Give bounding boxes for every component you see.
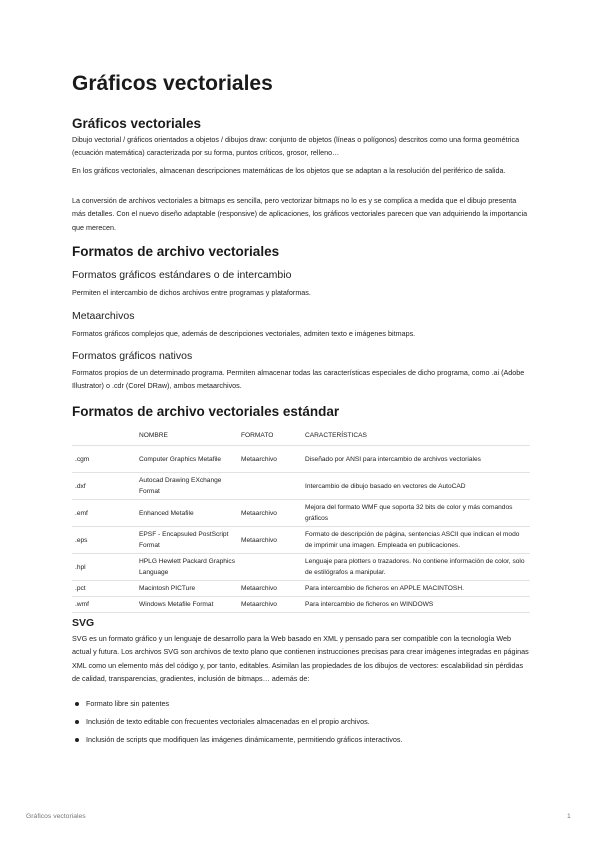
cell-nombre: HPLG Hewlett Packard Graphics Language (136, 554, 238, 581)
section-heading-formatos: Formatos de archivo vectoriales (72, 244, 280, 259)
cell-formato: Metaarchivo (238, 500, 302, 527)
cell-formato: Metaarchivo (238, 527, 302, 554)
table-row (72, 473, 530, 500)
cell-formato: Metaarchivo (238, 597, 302, 613)
formats-table (72, 426, 530, 613)
paragraph-svg: SVG es un formato gráfico y un lenguaje de desarrollo para la Web basado en XML y pensado para ser compatible con la tecnología Web actual y futura. Los archivos SVG son archivos de texto plano que contienen instrucciones precisas para crear imágenes integradas en páginas XML como un elemento más del código y, por tanto, editables. Asimilan las propiedades de los dibujos de vectores: escalabilidad sin pérdidas de calidad, transparencias, gradientes, inclusión de bitmaps… además de: (72, 634, 529, 684)
subheading-nativos: Formatos gráficos nativos (72, 350, 193, 362)
cell-caracteristicas: Intercambio de dibujo basado en vectores de AutoCAD (302, 473, 530, 500)
cell-nombre: Windows Metafile Format (136, 597, 238, 613)
table-header-row (72, 426, 530, 446)
paragraph-nativos: Formatos propios de un determinado programa. Permiten almacenar todas las características especiales de dicho programa, como .ai (Adobe Illustrator) o .cdr (Corel DRaw), ambos metaarchivos. (72, 368, 525, 391)
bullet-icon (75, 702, 79, 706)
cell-caracteristicas: Diseñado por ANSI para intercambio de archivos vectoriales (302, 446, 530, 473)
cell-nombre: Autocad Drawing EXchange Format (136, 473, 238, 500)
section-heading-graficos: Gráficos vectoriales (72, 116, 202, 131)
table-header-caracteristicas: CARACTERÍSTICAS (302, 426, 530, 446)
footer-title: Gráficos vectoriales (26, 813, 86, 820)
svg-features-list (72, 698, 530, 752)
cell-ext: .pct (72, 581, 136, 597)
list-item (72, 716, 530, 727)
subheading-metaarchivos: Metaarchivos (72, 310, 135, 322)
table-row (72, 500, 530, 527)
cell-nombre: EPSF - Encapsuled PostScript Format (136, 527, 238, 554)
cell-ext: .wmf (72, 597, 136, 613)
list-item-text: Inclusión de scripts que modifiquen las imágenes dinámicamente, permitiendo gráficos interactivos. (86, 735, 403, 744)
cell-formato: Metaarchivo (238, 446, 302, 473)
table-row (72, 597, 530, 613)
table-header-formato: FORMATO (238, 426, 302, 446)
page-number: 1 (567, 813, 571, 820)
section-heading-estandar: Formatos de archivo vectoriales estándar (72, 404, 340, 419)
table-row (72, 446, 530, 473)
table-header-ext (72, 426, 136, 446)
bullet-icon (75, 738, 79, 742)
list-item-text: Formato libre sin patentes (86, 699, 170, 708)
cell-nombre: Computer Graphics Metafile (136, 446, 238, 473)
page-title: Gráficos vectoriales (72, 72, 273, 95)
cell-caracteristicas: Formato de descripción de página, sentencias ASCII que indican el modo de imprimir una imagen. Empleada en publicaciones. (302, 527, 530, 554)
cell-nombre: Macintosh PICTure (136, 581, 238, 597)
cell-formato: Metaarchivo (238, 581, 302, 597)
cell-ext: .cgm (72, 446, 136, 473)
cell-caracteristicas: Para intercambio de ficheros en APPLE MACINTOSH. (302, 581, 530, 597)
list-item (72, 734, 530, 745)
cell-ext: .emf (72, 500, 136, 527)
list-item-text: Inclusión de texto editable con frecuentes vectoriales almacenadas en el propio archivos. (86, 717, 370, 726)
cell-nombre: Enhanced Metafile (136, 500, 238, 527)
list-item (72, 698, 530, 709)
table-row (72, 554, 530, 581)
cell-formato (238, 554, 302, 581)
subheading-svg: SVG (72, 617, 95, 629)
subheading-estandares: Formatos gráficos estándares o de intercambio (72, 269, 292, 281)
table-row (72, 581, 530, 597)
cell-formato (238, 473, 302, 500)
cell-caracteristicas: Mejora del formato WMF que soporta 32 bits de color y más comandos gráficos (302, 500, 530, 527)
table-row (72, 527, 530, 554)
bullet-icon (75, 720, 79, 724)
cell-caracteristicas: Para intercambio de ficheros en WINDOWS (302, 597, 530, 613)
cell-caracteristicas: Lenguaje para plotters o trazadores. No contiene información de color, solo de estilógrafos a manipular. (302, 554, 530, 581)
cell-ext: .eps (72, 527, 136, 554)
paragraph-conversion: La conversión de archivos vectoriales a bitmaps es sencilla, pero vectorizar bitmaps no lo es y se complica a medida que el dibujo presenta más detalles. Con el nuevo diseño adaptable (responsive) de aplicaciones, los gráficos vectoriales parecen que van adquiriendo la importancia que merecen. (72, 196, 528, 232)
paragraph-definition: Dibujo vectorial / gráficos orientados a objetos / dibujos draw: conjunto de objetos (líneas o polígonos) descritos como una forma geométrica (ecuación matemática) caracterizada por su forma, puntos críticos, grosor, relleno… (72, 135, 520, 158)
paragraph-metaarchivos: Formatos gráficos complejos que, además de descripciones vectoriales, admiten texto e imágenes bitmaps. (72, 329, 416, 338)
table-header-nombre: NOMBRE (136, 426, 238, 446)
cell-ext: .hpl (72, 554, 136, 581)
paragraph-estandares: Permiten el intercambio de dichos archivos entre programas y plataformas. (72, 288, 311, 297)
paragraph-descriptions: En los gráficos vectoriales, almacenan descripciones matemáticas de los objetos que se adaptan a la resolución del periférico de salida. (72, 166, 506, 175)
cell-ext: .dxf (72, 473, 136, 500)
